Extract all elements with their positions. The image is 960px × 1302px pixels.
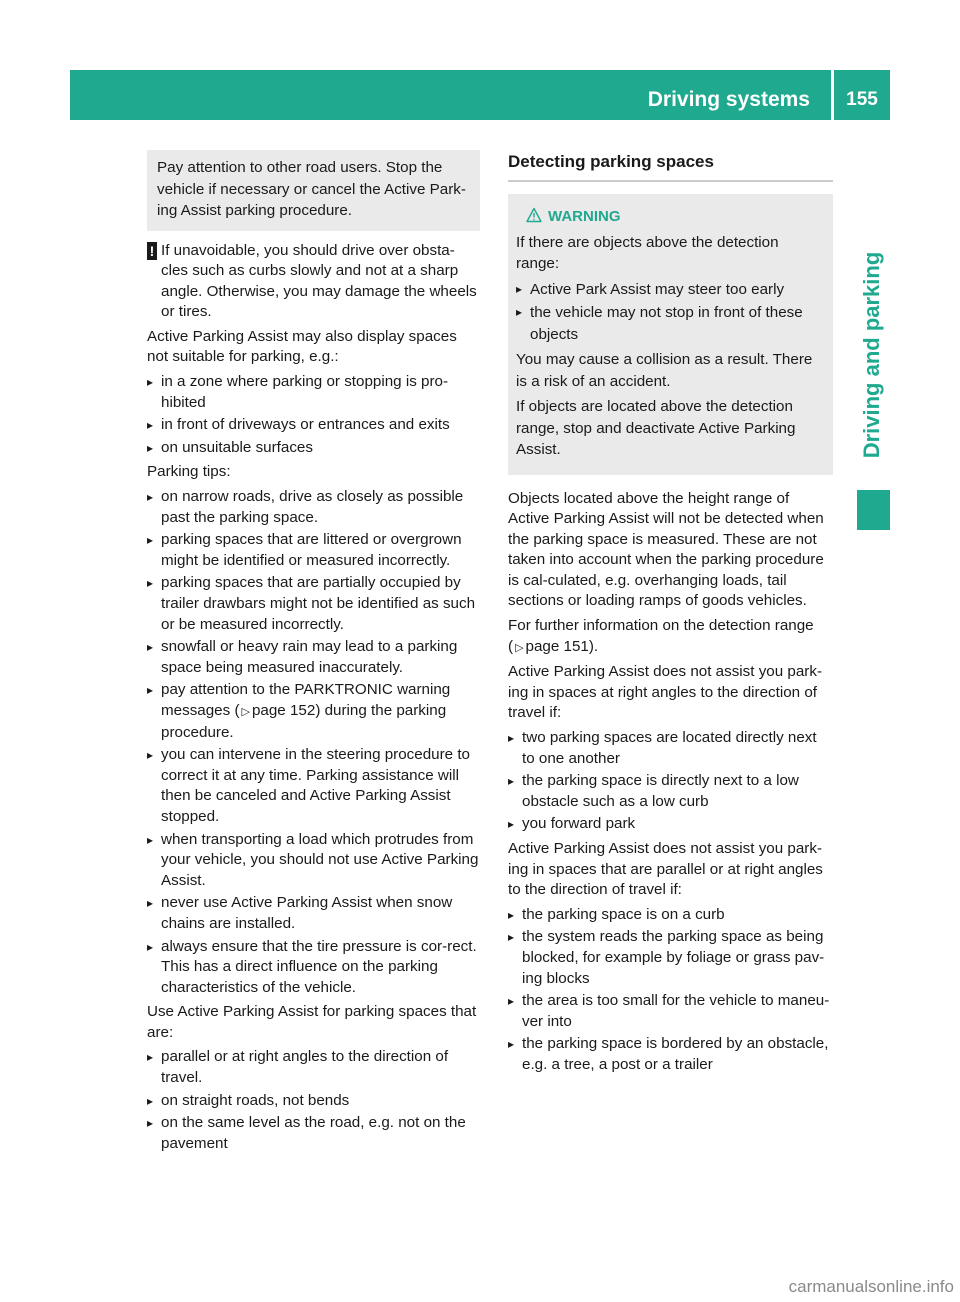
list-item: ▸ the parking space is directly next to a low obstacle such as a low curb bbox=[508, 771, 833, 812]
warning-intro: If there are objects above the detection range: bbox=[516, 233, 779, 272]
section-title: Detecting parking spaces bbox=[508, 150, 833, 182]
list-item: ▸ always ensure that the tire pressure is cor-rect. This has a direct influence on the parking characteristics of the vehicle. bbox=[147, 937, 480, 999]
list-item: ▸ snowfall or heavy rain may lead to a parking space being measured inaccurately. bbox=[147, 637, 480, 678]
warning-heading bbox=[516, 206, 825, 228]
list-item: ▸ never use Active Parking Assist when snow chains are installed. bbox=[147, 893, 480, 934]
unsuitable-intro: Active Parking Assist may also display spaces not suitable for parking, e.g.: bbox=[147, 327, 457, 366]
page-reference-link[interactable]: page 152) during the parking procedure. bbox=[161, 701, 447, 741]
list-item: ▸ you forward park bbox=[508, 814, 833, 835]
tips-intro: Parking tips: bbox=[147, 463, 231, 481]
list-item: ▸ on the same level as the road, e.g. not on the pavement bbox=[147, 1113, 480, 1154]
right-column bbox=[508, 150, 833, 1080]
list-item: ▸ you can intervene in the steering procedure to correct it at any time. Parking assistance will then be canceled and Active Parking Assist stopped. bbox=[147, 745, 480, 827]
no-assist-list-1 bbox=[508, 728, 833, 835]
list-item: ▸ parallel or at right angles to the direction of travel. bbox=[147, 1047, 480, 1088]
page-ref-arrow-icon: ▷ bbox=[515, 641, 524, 654]
list-item: ▸ parking spaces that are partially occupied by trailer drawbars might not be identified as such or be measured incorrectly. bbox=[147, 573, 480, 635]
header-bar bbox=[70, 70, 890, 120]
warning-action: If objects are located above the detection range, stop and deactivate Active Parking Assist. bbox=[516, 398, 796, 458]
list-item: ▸ Active Park Assist may steer too early bbox=[516, 279, 825, 301]
no-assist-intro-1: Active Parking Assist does not assist you park-ing in spaces at right angles to the direction of travel if: bbox=[508, 663, 823, 722]
left-column bbox=[147, 150, 480, 1158]
page-number: 155 bbox=[846, 89, 878, 110]
further-info-paragraph: For further information on the detection range ( ▷ page 151). bbox=[508, 616, 833, 658]
no-assist-intro-2: Active Parking Assist does not assist you park-ing in spaces that are parallel or at right angles to the direction of travel if: bbox=[508, 840, 823, 899]
list-item: ▸ on unsuitable surfaces bbox=[147, 438, 480, 459]
notice-text: If unavoidable, you should drive over obsta-cles such as curbs slowly and not at a sharp angle. Otherwise, you may damage the wheels or tires. bbox=[161, 241, 477, 321]
list-item: ▸ the parking space is bordered by an obstacle, e.g. a tree, a post or a trailer bbox=[508, 1034, 833, 1075]
warning-list bbox=[516, 279, 825, 346]
page-reference-link[interactable]: page 151). bbox=[525, 637, 599, 655]
side-chapter-tab bbox=[857, 245, 887, 465]
list-item bbox=[147, 680, 480, 743]
list-item: ▸ parking spaces that are littered or overgrown might be identified or measured incorrectly. bbox=[147, 530, 480, 571]
caution-box: Pay attention to other road users. Stop the vehicle if necessary or cancel the Active Park-ing Assist parking procedure. bbox=[147, 150, 480, 231]
page-ref-arrow-icon: ▷ bbox=[241, 705, 250, 718]
use-intro: Use Active Parking Assist for parking spaces that are: bbox=[147, 1003, 477, 1041]
warning-label: WARNING bbox=[548, 208, 621, 225]
list-item-text: pay attention to the PARKTRONIC warning messages ( bbox=[161, 681, 451, 719]
list-item: ▸ the area is too small for the vehicle to maneu-ver into bbox=[508, 991, 833, 1032]
tips-list bbox=[147, 487, 480, 998]
list-item: ▸ the parking space is on a curb bbox=[508, 905, 833, 926]
exclamation-icon: ! bbox=[147, 242, 157, 260]
warning-triangle-icon bbox=[526, 207, 542, 223]
list-item: ▸ two parking spaces are located directly next to one another bbox=[508, 728, 833, 769]
watermark-text: carmanualsonline.info bbox=[788, 1277, 954, 1297]
notice-paragraph bbox=[147, 241, 480, 323]
further-info-text: For further information on the detection range bbox=[508, 617, 814, 635]
list-item: ▸ on narrow roads, drive as closely as possible past the parking space. bbox=[147, 487, 480, 528]
list-item: ▸ the vehicle may not stop in front of these objects bbox=[516, 302, 825, 345]
unsuitable-list bbox=[147, 372, 480, 458]
list-item: ▸ when transporting a load which protrudes from your vehicle, you should not use Active Parking Assist. bbox=[147, 830, 480, 892]
section-header-title: Driving systems bbox=[647, 88, 810, 111]
use-list bbox=[147, 1047, 480, 1154]
warning-box bbox=[508, 194, 833, 475]
list-item: ▸ on straight roads, not bends bbox=[147, 1091, 480, 1112]
side-chapter-marker bbox=[857, 490, 890, 530]
list-item: ▸ in front of driveways or entrances and exits bbox=[147, 415, 480, 436]
warning-risk: You may cause a collision as a result. There is a risk of an accident. bbox=[516, 351, 813, 390]
list-item: ▸ the system reads the parking space as being blocked, for example by foliage or grass pav-ing blocks bbox=[508, 927, 833, 989]
objects-paragraph: Objects located above the height range of Active Parking Assist will not be detected when the parking space is measured. These are not taken into account when the parking procedure is cal-culated, e.g. overhanging loads, tail sections or loading ramps of goods vehicles. bbox=[508, 489, 824, 610]
no-assist-list-2 bbox=[508, 905, 833, 1076]
side-chapter-label: Driving and parking bbox=[859, 251, 884, 459]
list-item: ▸ in a zone where parking or stopping is pro-hibited bbox=[147, 372, 480, 413]
